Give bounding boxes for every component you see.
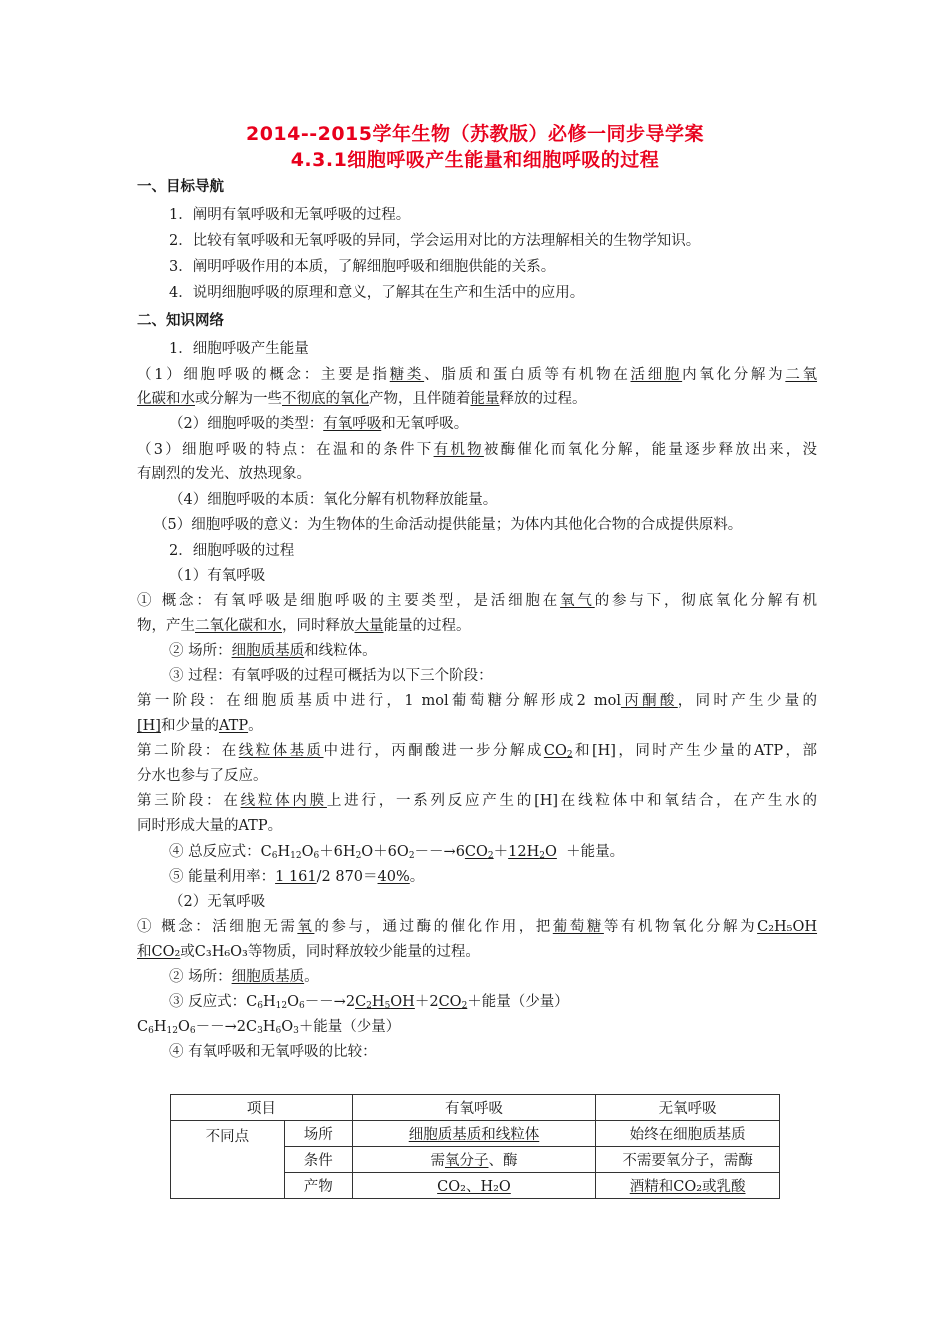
features-line-1: （3）细胞呼吸的特点：在温和的条件下有机物被酶催化而氧化分解，能量逐步释放出来，没	[137, 442, 818, 458]
stage3-line-1: 第三阶段：在线粒体内膜上进行，一系列反应产生的[H]在线粒体中和氧结合，在产生水的	[137, 793, 818, 809]
table-row-label: 条件	[284, 1147, 352, 1173]
concept-line-1: （1）细胞呼吸的概念：主要是指糖类、脂质和蛋白质等有机物在活细胞内氧化分解为二氧	[137, 367, 818, 383]
table-cell-anaerobic: 酒精和CO₂或乳酸	[596, 1173, 780, 1199]
table-header-row	[171, 1095, 780, 1121]
comparison-intro-line: ④ 有氧呼吸和无氧呼吸的比较：	[169, 1044, 377, 1060]
features-line-2: 有剧烈的发光、放热现象。	[137, 466, 311, 482]
concept-line-2: 化碳和水或分解为一些不彻底的氧化产物，且伴随着能量释放的过程。	[137, 391, 587, 407]
table-header-aerobic: 有氧呼吸	[352, 1095, 596, 1121]
table-row-label: 场所	[284, 1121, 352, 1147]
anaerobic-site-line: ② 场所：细胞质基质。	[169, 969, 319, 985]
stage1-line-1: 第一阶段：在细胞质基质中进行，1 mol葡萄糖分解形成2 mol丙酮酸，同时产生少量的	[137, 693, 818, 709]
comparison-table	[170, 1094, 780, 1199]
aerobic-process-line: ③ 过程：有氧呼吸的过程可概括为以下三个阶段：	[169, 668, 493, 684]
stage1-line-2: [H]和少量的ATP。	[137, 718, 263, 734]
document-title-line1: 2014--2015学年生物（苏教版）必修一同步导学案	[245, 123, 705, 145]
table-cell-aerobic: CO₂、H₂O	[352, 1173, 596, 1199]
anaerobic-concept-line-1: ① 概念：活细胞无需氧的参与，通过酶的催化作用，把葡萄糖等有机物氧化分解为C₂H₅OH	[137, 919, 818, 935]
aerobic-label: （1）有氧呼吸	[169, 568, 266, 584]
subheading-process: 2．细胞呼吸的过程	[169, 543, 295, 559]
table-cell-anaerobic: 不需要氧分子，需酶	[596, 1147, 780, 1173]
section-heading-knowledge: 二、知识网络	[137, 313, 224, 329]
subheading-energy: 1．细胞呼吸产生能量	[169, 341, 309, 357]
aerobic-site-line: ② 场所：细胞质基质和线粒体。	[169, 643, 377, 659]
anaerobic-label: （2）无氧呼吸	[169, 894, 266, 910]
aerobic-concept-line-1: ① 概念：有氧呼吸是细胞呼吸的主要类型，是活细胞在氧气的参与下，彻底氧化分解有机	[137, 593, 818, 609]
energy-efficiency-line: ⑤ 能量利用率：1 161/2 870＝40%。	[169, 869, 425, 885]
table-row-label: 产物	[284, 1173, 352, 1199]
essence-line: （4）细胞呼吸的本质：氧化分解有机物释放能量。	[169, 492, 498, 508]
table-header-anaerobic: 无氧呼吸	[596, 1095, 780, 1121]
anaerobic-concept-line-2: 和CO₂或C₃H₆O₃等物质，同时释放较少能量的过程。	[137, 944, 480, 960]
stage2-line-1: 第二阶段：在线粒体基质中进行，丙酮酸进一步分解成$CO_2$和[H]，同时产生少量的ATP，部	[137, 743, 818, 760]
table-group-label: 不同点	[171, 1121, 285, 1199]
meaning-line: （5）细胞呼吸的意义：为生物体的生命活动提供能量；为体内其他化合物的合成提供原料。	[153, 517, 743, 533]
stage3-line-2: 同时形成大量的ATP。	[137, 818, 283, 834]
table-cell-aerobic: 需氧分子、酶	[352, 1147, 596, 1173]
goal-item-1: 1．阐明有氧呼吸和无氧呼吸的过程。	[169, 207, 411, 223]
types-line: （2）细胞呼吸的类型：有氧呼吸和无氧呼吸。	[169, 416, 469, 432]
table-row	[171, 1121, 780, 1147]
goal-item-2: 2．比较有氧呼吸和无氧呼吸的异同，学会运用对比的方法理解相关的生物学知识。	[169, 233, 701, 249]
aerobic-concept-line-2: 物，产生二氧化碳和水，同时释放大量能量的过程。	[137, 618, 471, 634]
stage2-line-2: 分水也参与了反应。	[137, 768, 268, 784]
table-cell-aerobic: 细胞质基质和线粒体	[352, 1121, 596, 1147]
section-heading-goals: 一、目标导航	[137, 179, 224, 195]
anaerobic-equation-line-1: ③ 反应式：$C_6H_{12}O_6--\to 2C_2H_5OH+2CO_2+$能量（少量）	[169, 994, 569, 1011]
goal-item-3: 3．阐明呼吸作用的本质，了解细胞呼吸和细胞供能的关系。	[169, 259, 556, 275]
aerobic-equation-line: ④ 总反应式：$C_6H_{12}O_6+6H_2O+6O_2--\to 6CO_2+12H_2O$ ＋能量。	[169, 844, 625, 861]
table-header-item: 项目	[171, 1095, 353, 1121]
goal-item-4: 4．说明细胞呼吸的原理和意义，了解其在生产和生活中的应用。	[169, 285, 585, 301]
document-title-line2: 4.3.1细胞呼吸产生能量和细胞呼吸的过程	[290, 149, 660, 171]
anaerobic-equation-line-2: $C_6H_{12}O_6--\to 2C_3H_6O_3+$能量（少量）	[137, 1019, 401, 1036]
table-cell-anaerobic: 始终在细胞质基质	[596, 1121, 780, 1147]
